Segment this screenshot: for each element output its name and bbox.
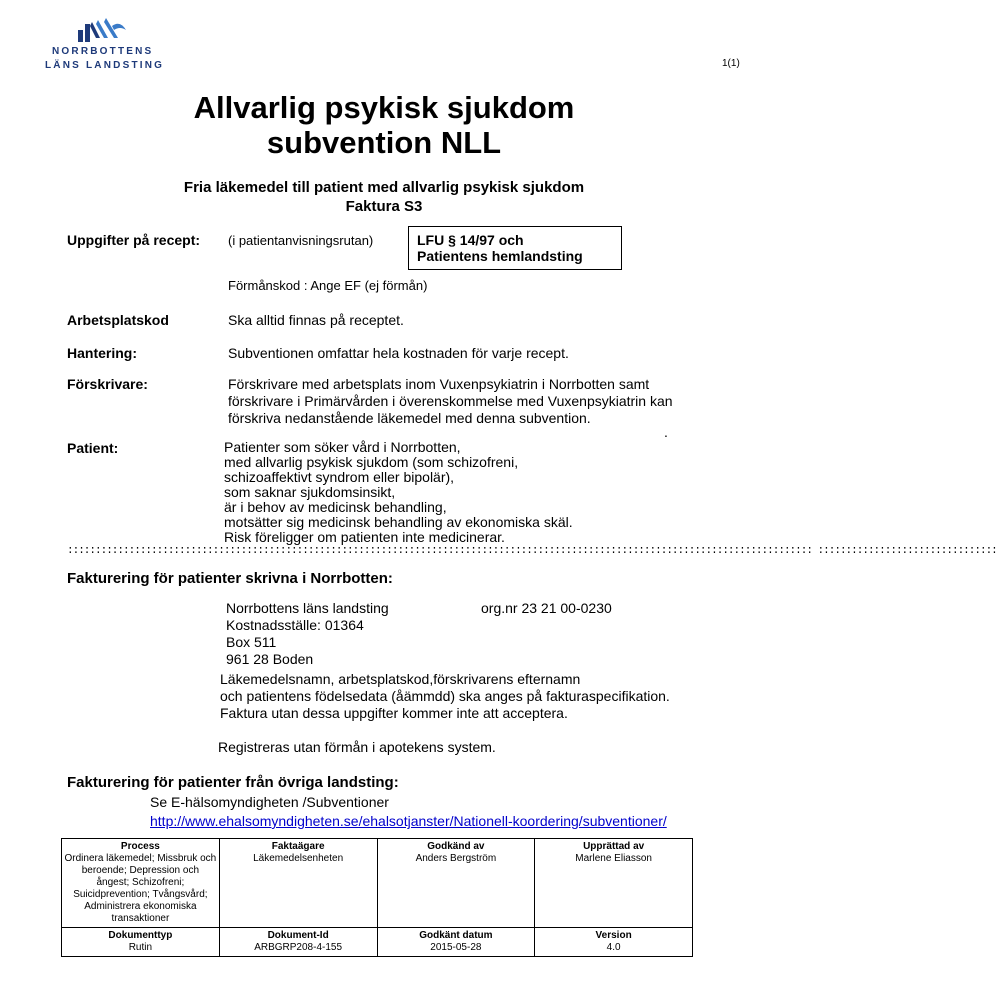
godkant-datum-value: 2015-05-28 — [430, 942, 482, 953]
recept-note: (i patientanvisningsrutan) — [228, 233, 374, 248]
lfu-box — [408, 226, 622, 270]
instruction-line: och patientens födelsedata (åämmdd) ska anges på fakturaspecifikation. — [220, 688, 670, 704]
process-cell — [62, 839, 220, 928]
fakt-ovr-heading: Fakturering för patienter från övriga landsting: — [67, 774, 399, 791]
dokument-id-cell — [219, 928, 377, 957]
arbetsplatskod-text: Ska alltid finnas på receptet. — [228, 312, 404, 328]
logo-org-line2: LÄNS LANDSTING — [45, 60, 165, 71]
dokumenttyp-cell — [62, 928, 220, 957]
table-row — [62, 928, 693, 957]
address-line: 961 28 Boden — [226, 651, 314, 667]
fakt-nbt-instructions — [220, 671, 670, 722]
forskrivare-text — [228, 376, 673, 427]
godkand-av-cell — [377, 839, 535, 928]
address-line: Norrbottens läns landsting — [226, 600, 389, 616]
lfu-box-line2: Patientens hemlandsting — [417, 248, 583, 264]
dotted-separator: ::::::::::::::::::::::::::::::::::::::::::::::::::::::::::::::::::::::::::::::::::::::::::::::::::::::::::::::::::::::::::::::::::::: :::::::::::::::::::::::::::::::: — [67, 545, 997, 557]
dokumenttyp-value: Rutin — [128, 942, 153, 953]
forskrivare-line: förskrivare i Primärvården i överenskommelse med Vuxenpsykiatrin kan — [228, 393, 673, 409]
fakt-ovr-text: Se E-hälsomyndigheten /Subventioner — [150, 794, 389, 810]
godkand-av-value: Anders Bergström — [415, 853, 497, 864]
fakt-nbt-orgnr: org.nr 23 21 00-0230 — [481, 600, 612, 616]
godkant-datum-cell — [377, 928, 535, 957]
faktaagare-value: Läkemedelsenheten — [253, 853, 344, 864]
patient-line: som saknar sjukdomsinsikt, — [224, 484, 396, 500]
forskrivare-line: förskriva nedanstående läkemedel med denna subvention. — [228, 410, 591, 426]
godkant-datum-label: Godkänt datum — [419, 930, 493, 941]
logo-org-line1: NORRBOTTENS — [52, 46, 154, 57]
faktaagare-cell — [219, 839, 377, 928]
upprattad-av-cell — [535, 839, 693, 928]
formanskod: Förmånskod : Ange EF (ej förmån) — [228, 278, 428, 293]
patient-line: Patienter som söker vård i Norrbotten, — [224, 439, 461, 455]
patient-text — [224, 440, 573, 545]
process-value: Ordinera läkemedel; Missbruk och beroende; Depression och ångest; Schizofreni; Suicidprevention; Tvångsvård; Administrera ekonomiska transaktioner — [64, 853, 217, 924]
dokument-id-value: ARBGRP208-4-155 — [254, 942, 343, 953]
address-line: Box 511 — [226, 634, 277, 650]
forskrivare-label: Förskrivare: — [67, 376, 148, 392]
page-title-line1: Allvarlig psykisk sjukdom — [193, 90, 575, 125]
page-title-line2: subvention NLL — [266, 125, 502, 160]
patient-line: schizoaffektivt syndrom eller bipolär), — [224, 469, 455, 485]
version-value: 4.0 — [606, 942, 621, 953]
patient-line: med allvarlig psykisk sjukdom (som schizofreni, — [224, 454, 519, 470]
forskrivare-line: Förskrivare med arbetsplats inom Vuxenpsykiatrin i Norrbotten samt — [228, 376, 650, 392]
fakt-nbt-heading: Fakturering för patienter skrivna i Norrbotten: — [67, 570, 393, 587]
hantering-label: Hantering: — [67, 345, 137, 361]
process-label: Process — [120, 841, 160, 852]
address-line: Kostnadsställe: 01364 — [226, 617, 364, 633]
lfu-box-line1: LFU § 14/97 och — [417, 232, 524, 248]
table-row — [62, 839, 693, 928]
recept-label: Uppgifter på recept: — [67, 232, 201, 248]
ehalsomyndigheten-link[interactable]: http://www.ehalsomyndigheten.se/ehalsotjanster/Nationell-koordering/subventioner/ — [150, 813, 667, 829]
version-label: Version — [595, 930, 632, 941]
version-cell — [535, 928, 693, 957]
forskrivare-trailing-dot: . — [664, 424, 668, 440]
instruction-line: Läkemedelsnamn, arbetsplatskod,förskrivarens efternamn — [220, 671, 581, 687]
arbetsplatskod-label: Arbetsplatskod — [67, 312, 169, 328]
patient-line: är i behov av medicinsk behandling, — [224, 499, 447, 515]
godkand-av-label: Godkänd av — [427, 841, 485, 852]
instruction-line: Faktura utan dessa uppgifter kommer inte att acceptera. — [220, 705, 568, 721]
fakt-nbt-registreras: Registreras utan förmån i apotekens system. — [218, 739, 496, 755]
upprattad-av-value: Marlene Eliasson — [575, 853, 652, 864]
landsting-logo-icon — [76, 16, 128, 44]
document-info-table — [61, 838, 693, 957]
dokument-id-label: Dokument-Id — [267, 930, 329, 941]
page-number: 1(1) — [722, 58, 740, 69]
patient-line: Risk föreligger om patienten inte medicinerar. — [224, 529, 505, 545]
patient-line: motsätter sig medicinsk behandling av ekonomiska skäl. — [224, 514, 573, 530]
hantering-text: Subventionen omfattar hela kostnaden för varje recept. — [228, 345, 569, 361]
fakt-nbt-address — [226, 600, 389, 668]
subtitle-line2: Faktura S3 — [345, 198, 423, 215]
dokumenttyp-label: Dokumenttyp — [108, 930, 173, 941]
upprattad-av-label: Upprättad av — [583, 841, 645, 852]
faktaagare-label: Faktaägare — [271, 841, 325, 852]
subtitle-line1: Fria läkemedel till patient med allvarlig psykisk sjukdom — [183, 179, 585, 196]
patient-label: Patient: — [67, 440, 119, 456]
